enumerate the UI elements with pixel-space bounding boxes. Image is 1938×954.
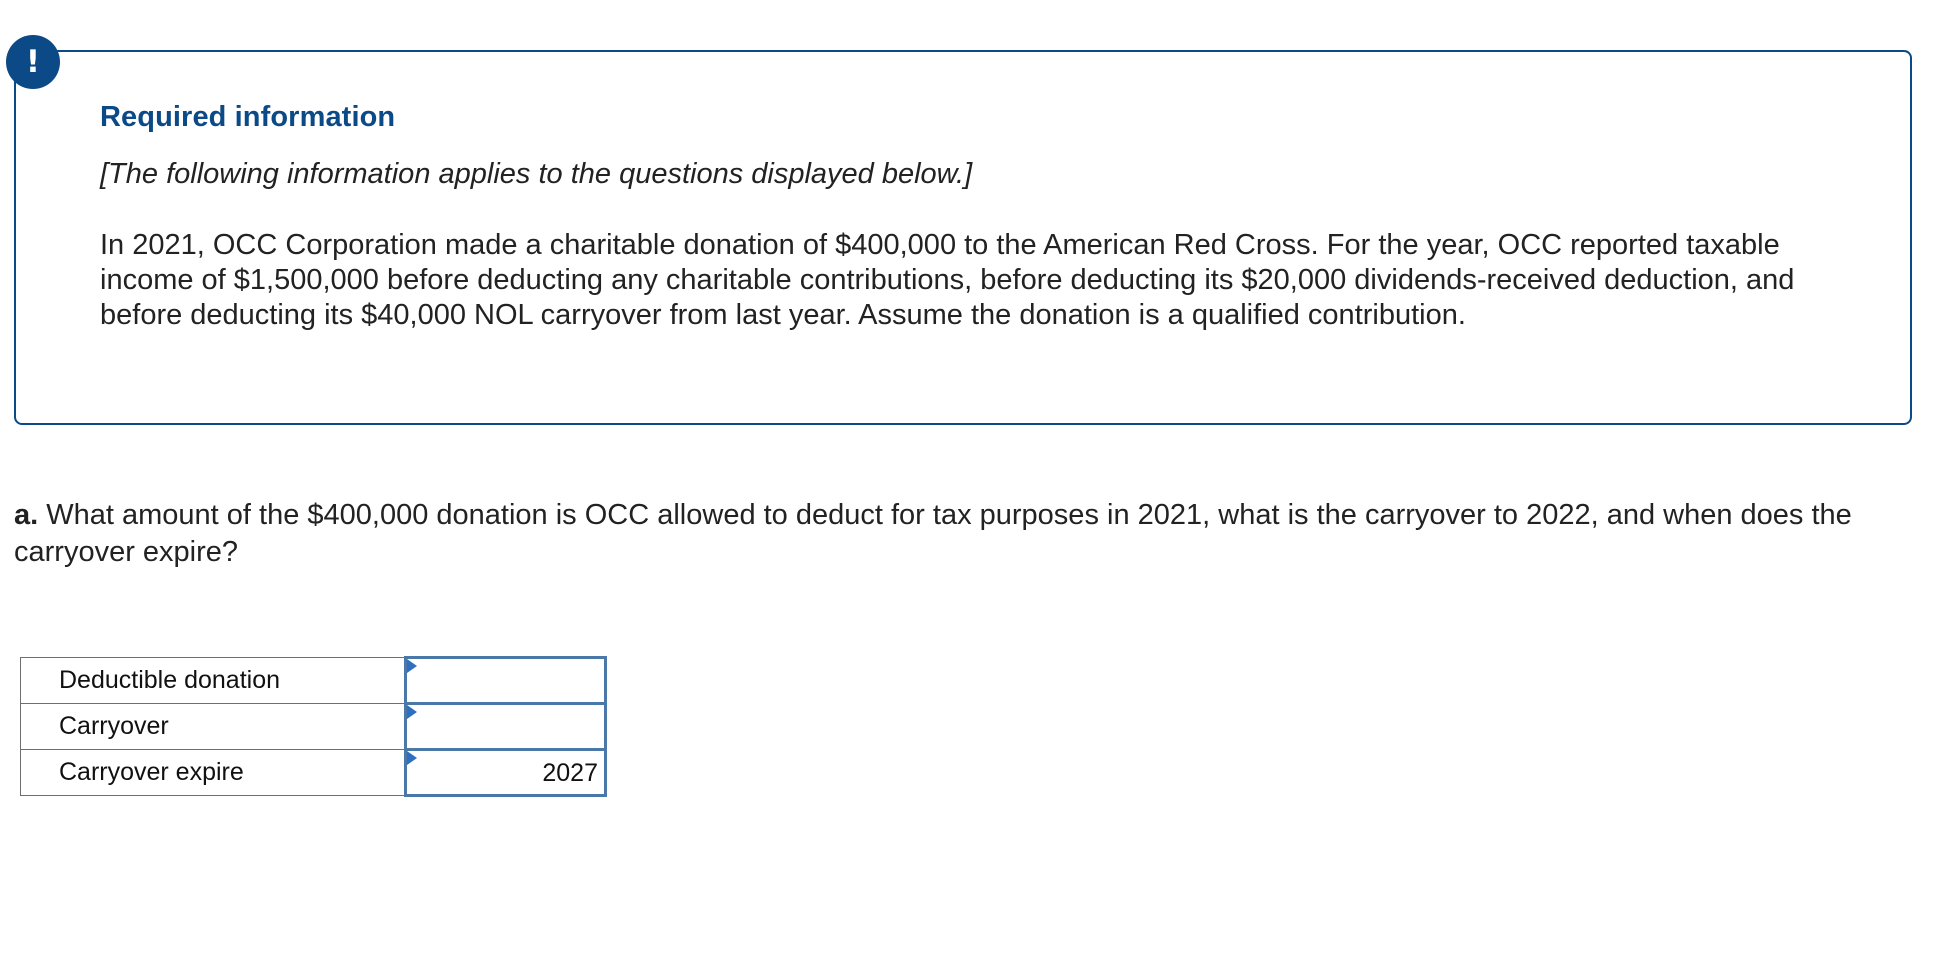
table-row bbox=[21, 750, 606, 796]
required-information-body: In 2021, OCC Corporation made a charitable donation of $400,000 to the American Red Cross. For the year, OCC reported taxable income of $1,500,000 before deducting any charitable contributions, before deducting its $20,000 dividends-received deduction, and before deducting its $40,000 NOL carryover from last year. Assume the donation is a qualified contribution. bbox=[100, 229, 1795, 331]
answer-table bbox=[20, 656, 607, 797]
carryover-expire-input[interactable] bbox=[406, 750, 606, 796]
required-information-title: Required information bbox=[100, 101, 396, 133]
input-marker-icon bbox=[407, 659, 417, 673]
row-label-carryover-expire: Carryover expire bbox=[21, 750, 406, 796]
carryover-expire-value: 2027 bbox=[542, 758, 598, 787]
table-row bbox=[21, 658, 606, 704]
question-text: What amount of the $400,000 donation is OCC allowed to deduct for tax purposes in 2021, what is the carryover to 2022, and when does the carryover expire? bbox=[14, 499, 1852, 568]
row-label-carryover: Carryover bbox=[21, 704, 406, 750]
exclamation-icon: ! bbox=[6, 35, 60, 89]
row-label-deductible-donation: Deductible donation bbox=[21, 658, 406, 704]
question-prefix: a. bbox=[14, 499, 39, 531]
carryover-input[interactable] bbox=[406, 704, 606, 750]
deductible-donation-input[interactable] bbox=[406, 658, 606, 704]
table-row bbox=[21, 704, 606, 750]
question-a bbox=[14, 497, 1894, 571]
required-information-subtitle: [The following information applies to the questions displayed below.] bbox=[100, 158, 973, 190]
input-marker-icon bbox=[407, 751, 417, 765]
input-marker-icon bbox=[407, 705, 417, 719]
